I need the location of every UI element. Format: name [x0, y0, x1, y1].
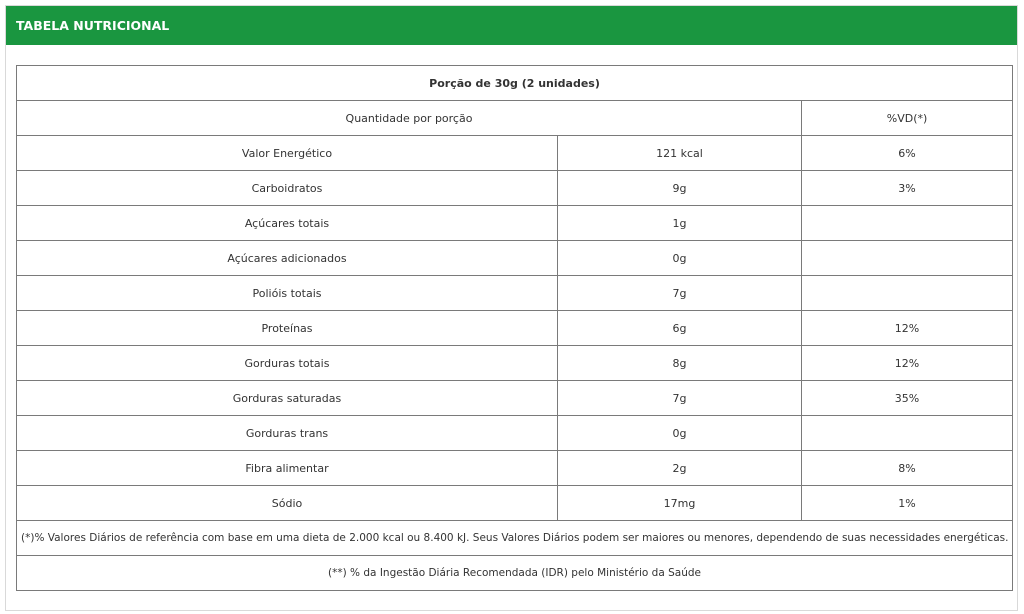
nutrient-vd-cell: 35% — [802, 381, 1013, 416]
nutrient-row — [17, 171, 1013, 206]
nutrient-amount-cell: 8g — [558, 346, 802, 381]
panel-title: TABELA NUTRICIONAL — [6, 6, 1017, 45]
nutrition-panel — [5, 5, 1018, 611]
nutrient-amount-cell: 121 kcal — [558, 136, 802, 171]
nutrient-amount-cell: 1g — [558, 206, 802, 241]
nutrient-amount-cell: 2g — [558, 451, 802, 486]
quantity-header: Quantidade por porção — [17, 101, 802, 136]
nutrient-row — [17, 276, 1013, 311]
nutrient-name-cell: Valor Energético — [17, 136, 558, 171]
nutrient-amount-cell: 7g — [558, 381, 802, 416]
nutrient-name-cell: Açúcares totais — [17, 206, 558, 241]
footnote-idr: (**) % da Ingestão Diária Recomendada (IDR) pelo Ministério da Saúde — [17, 556, 1013, 591]
nutrient-amount-cell: 0g — [558, 241, 802, 276]
nutrient-row — [17, 451, 1013, 486]
nutrient-name-cell: Carboidratos — [17, 171, 558, 206]
nutrient-vd-cell: 8% — [802, 451, 1013, 486]
nutrient-vd-cell — [802, 416, 1013, 451]
nutrient-vd-cell: 12% — [802, 346, 1013, 381]
nutrient-amount-cell: 9g — [558, 171, 802, 206]
nutrition-table — [16, 65, 1013, 591]
nutrition-table-container — [16, 65, 1012, 591]
nutrient-row — [17, 311, 1013, 346]
footnote-row — [17, 556, 1013, 591]
nutrient-vd-cell: 12% — [802, 311, 1013, 346]
nutrient-name-cell: Proteínas — [17, 311, 558, 346]
portion-cell: Porção de 30g (2 unidades) — [17, 66, 1013, 101]
nutrient-vd-cell: 6% — [802, 136, 1013, 171]
portion-row — [17, 66, 1013, 101]
nutrient-name-cell: Gorduras trans — [17, 416, 558, 451]
vd-header: %VD(*) — [802, 101, 1013, 136]
nutrient-name-cell: Sódio — [17, 486, 558, 521]
nutrient-amount-cell: 6g — [558, 311, 802, 346]
nutrient-row — [17, 486, 1013, 521]
nutrient-vd-cell — [802, 276, 1013, 311]
nutrient-name-cell: Fibra alimentar — [17, 451, 558, 486]
nutrient-row — [17, 346, 1013, 381]
nutrient-name-cell: Gorduras saturadas — [17, 381, 558, 416]
nutrient-row — [17, 136, 1013, 171]
nutrient-amount-cell: 0g — [558, 416, 802, 451]
footnote-row — [17, 521, 1013, 556]
footnote-vd: (*)% Valores Diários de referência com base em uma dieta de 2.000 kcal ou 8.400 kJ. Seus Valores Diários podem ser maiores ou menores, dependendo de suas necessidades energéticas. — [17, 521, 1013, 556]
nutrient-vd-cell: 1% — [802, 486, 1013, 521]
nutrient-row — [17, 416, 1013, 451]
column-header-row — [17, 101, 1013, 136]
nutrient-name-cell: Polióis totais — [17, 276, 558, 311]
nutrient-row — [17, 206, 1013, 241]
nutrient-row — [17, 381, 1013, 416]
nutrient-vd-cell: 3% — [802, 171, 1013, 206]
nutrient-name-cell: Gorduras totais — [17, 346, 558, 381]
nutrient-vd-cell — [802, 241, 1013, 276]
nutrient-vd-cell — [802, 206, 1013, 241]
nutrient-row — [17, 241, 1013, 276]
nutrient-amount-cell: 17mg — [558, 486, 802, 521]
nutrient-name-cell: Açúcares adicionados — [17, 241, 558, 276]
nutrient-amount-cell: 7g — [558, 276, 802, 311]
